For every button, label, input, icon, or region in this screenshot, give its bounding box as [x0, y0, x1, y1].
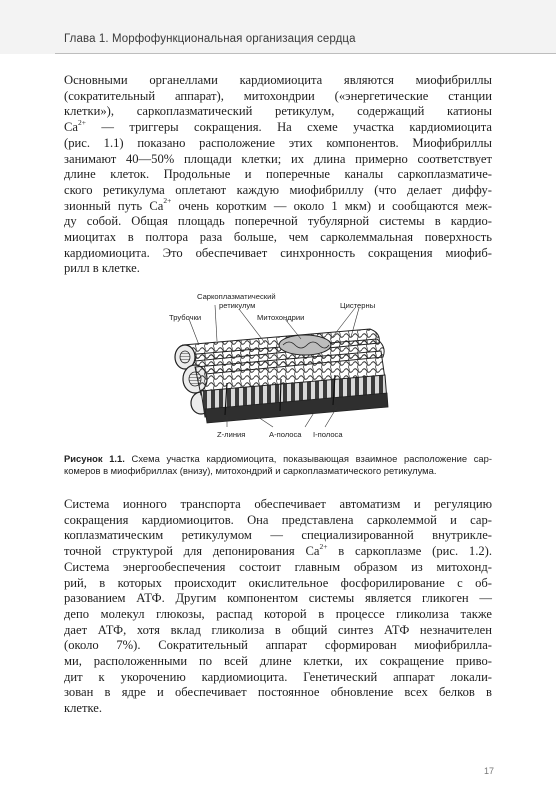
- text-fragment: — триггеры сокращения. На схеме участка кардиомиоцита: [85, 120, 492, 135]
- text-fragment: точной структурой для депонирования Ca: [64, 544, 320, 559]
- text-line: депо молекул глюкозы, распад которой в процессе гликолиза также: [64, 606, 492, 621]
- text-line: кардиомиоцита. Это обеспечивает синхронность сокращения миофиб-: [64, 245, 492, 260]
- text-line: ми, расположенными по всей длине клетки, их сокращение приво-: [64, 654, 492, 669]
- page-number: 17: [484, 766, 495, 776]
- caption-line: [64, 453, 492, 465]
- text-fragment: очень коротким — около 1 мкм) и сообщаются меж-: [171, 198, 492, 213]
- label-cisterns: Цистерны: [340, 301, 376, 310]
- paragraph-2: [64, 497, 492, 717]
- text-line: Система энергообеспечения состоит главным образом из митохонд-: [64, 559, 492, 574]
- text-line: (рис. 1.1) показано расположение этих компонентов. Миофибриллы: [64, 135, 492, 150]
- superscript: 2+: [163, 196, 172, 206]
- text-line: рий, в которых происходит окислительное фосфорилирование с об-: [64, 575, 492, 590]
- header-rule: [55, 53, 556, 54]
- caption-text: Схема участка кардиомиоцита, показывающая взаимное расположение сар-: [124, 453, 492, 464]
- text-line: [64, 117, 492, 136]
- label-z-line: Z-линия: [217, 430, 246, 439]
- header-band: [0, 0, 556, 54]
- text-line: рилл в клетке.: [64, 261, 140, 276]
- text-fragment: Ca: [64, 120, 78, 135]
- text-line: клетки»), саркоплазматический ретикулум, содержащий катионы: [64, 104, 492, 119]
- text-line: Основными органеллами кардиомиоцита являются миофибриллы: [64, 73, 492, 87]
- label-tubes: Трубочки: [169, 313, 202, 322]
- text-line: [64, 196, 492, 215]
- text-fragment: зионный путь Ca: [64, 198, 164, 213]
- text-line: [64, 541, 492, 560]
- paragraph-1: [64, 73, 492, 277]
- text-line: миоцитах в полтора раза больше, чем сарколеммальная поверхность: [64, 230, 492, 245]
- text-line: дит к укорочению кардиомиоцита. Генетический аппарат локали-: [64, 669, 492, 684]
- text-line: ского ретикулума оплетают каждую миофибриллу (что делает диффу-: [64, 182, 492, 197]
- label-mitochondria: Митохондрии: [257, 313, 305, 322]
- label-reticulum: ретикулум: [219, 301, 256, 310]
- superscript: 2+: [319, 541, 328, 551]
- text-fragment: в саркоплазме (рис. 1.2).: [327, 544, 492, 559]
- text-line: (сократительный аппарат), митохондрии («энергетические станции: [64, 88, 492, 103]
- text-line: сокращения кардиомиоцитов. Она представлена сарколеммой и сар-: [64, 512, 492, 527]
- cardiomyocyte-figure: [155, 283, 405, 445]
- text-line: коплазматическим ретикулумом — специализированной внутрикле-: [64, 528, 492, 543]
- text-line: клетке.: [64, 701, 103, 716]
- superscript: 2+: [78, 117, 86, 127]
- text-line: занимают 40—50% площади клетки; их длина примерно соответствует: [64, 151, 492, 166]
- label-i-band: I-полоса: [313, 430, 343, 439]
- caption-line: комеров в миофибриллах (внизу), митохондрий и саркоплазматического ретикулума.: [64, 465, 437, 477]
- caption-label: Рисунок 1.1.: [64, 453, 125, 464]
- text-line: длине клеток. Продольные и поперечные каналы саркоплазматиче-: [64, 167, 492, 182]
- figure-caption: [64, 453, 492, 477]
- label-sarcoplasmic-reticulum: Саркоплазматический: [197, 292, 276, 301]
- text-line: ду собой. Общая площадь поперечной тубулярной системы в кардио-: [64, 214, 492, 229]
- text-line: Система ионного транспорта обеспечивает автоматизм и регуляцию: [64, 497, 492, 511]
- label-a-band: A-полоса: [269, 430, 302, 439]
- text-line: разованием АТФ. Другим компонентом системы является гликоген —: [64, 591, 492, 606]
- text-line: (около 7%). Сократительный аппарат сформирован миофибрилла-: [64, 638, 492, 653]
- running-head: Глава 1. Морфофункциональная организация сердца: [64, 33, 356, 45]
- text-line: дает АТФ, хотя вклад гликолиза в общий синтез АТФ незначителен: [64, 622, 492, 637]
- text-line: зован в ядре и обеспечивает постоянное обновление всех белков в: [64, 685, 492, 700]
